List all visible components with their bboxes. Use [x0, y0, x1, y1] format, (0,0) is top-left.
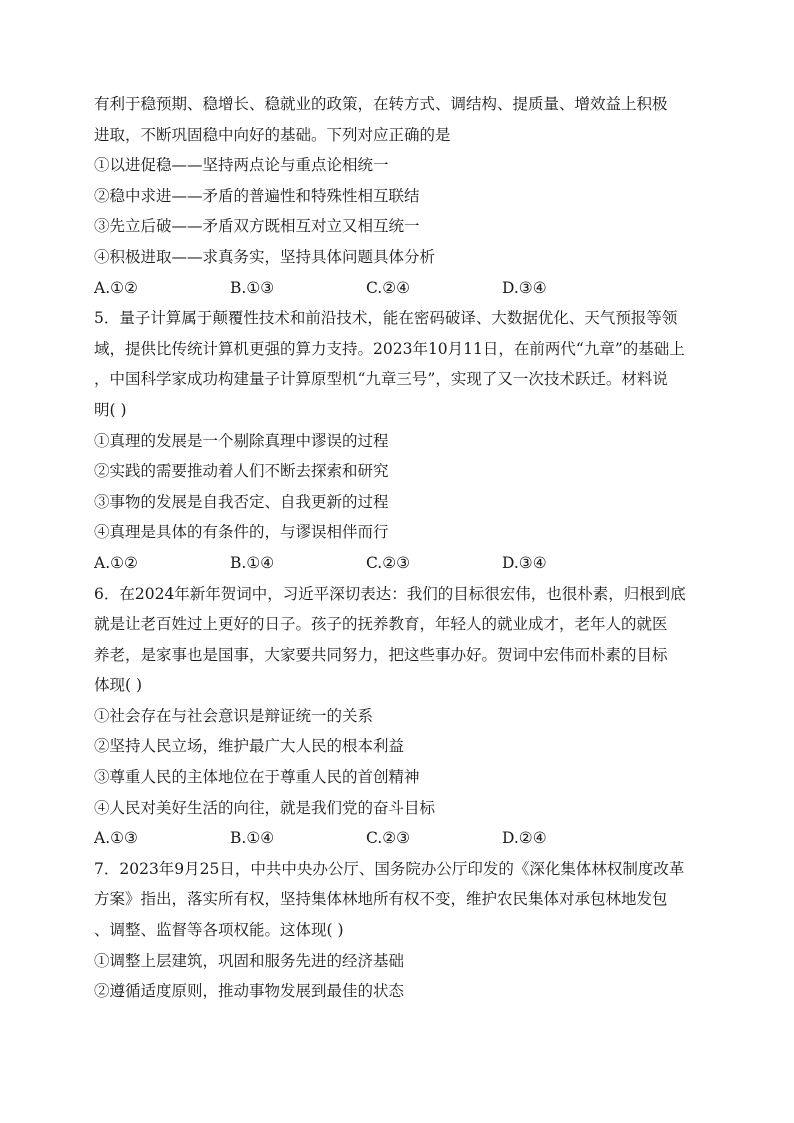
question-stem-line: 就是让老百姓过上更好的日子。孩子的抚养教育，年轻人的就业成才，老年人的就医	[94, 615, 668, 634]
question-7	[94, 854, 706, 1007]
statement-2: ②遵循适度原则，推动事物发展到最佳的状态	[94, 982, 405, 1001]
option-a[interactable]: A.①②	[94, 553, 138, 572]
option-b[interactable]: B.①④	[230, 829, 275, 848]
question-4-continuation	[94, 89, 706, 303]
question-stem-line: 体现( )	[94, 676, 143, 695]
option-d[interactable]: D.③④	[502, 278, 547, 297]
question-stem-line: 有利于稳预期、稳增长、稳就业的政策，在转方式、调结构、提质量、增效益上积极	[94, 95, 668, 113]
question-stem-line: 养老，是家事也是国事，大家要共同努力，把这些事办好。贺词中宏伟而朴素的目标	[94, 645, 668, 664]
question-content	[94, 89, 706, 1007]
statement-1: ①调整上层建筑，巩固和服务先进的经济基础	[94, 951, 405, 970]
statement-1: ①真理的发展是一个剔除真理中谬误的过程	[94, 431, 389, 450]
question-5	[94, 303, 706, 578]
question-stem-line: 域，提供比传统计算机更强的算力支持。2023年10月11日，在前两代“九章”的基础上	[94, 339, 685, 358]
statement-1: ①社会存在与社会意识是辩证统一的关系	[94, 706, 374, 725]
question-stem-line: 进取，不断巩固稳中向好的基础。下列对应正确的是	[94, 125, 451, 144]
statement-4: ④积极进取——求真务实，坚持具体问题具体分析	[94, 247, 436, 266]
statement-4: ④人民对美好生活的向往，就是我们党的奋斗目标	[94, 798, 436, 817]
statement-2: ②稳中求进——矛盾的普遍性和特殊性相互联结	[94, 186, 420, 205]
question-6	[94, 579, 706, 854]
option-a[interactable]: A.①③	[94, 829, 138, 848]
answer-options	[94, 273, 706, 304]
option-b[interactable]: B.①③	[230, 278, 275, 297]
statement-3: ③事物的发展是自我否定、自我更新的过程	[94, 492, 389, 511]
option-c[interactable]: C.②③	[366, 829, 411, 848]
answer-options	[94, 823, 706, 854]
option-b[interactable]: B.①④	[230, 553, 275, 572]
statement-1: ①以进促稳——坚持两点论与重点论相统一	[94, 156, 389, 175]
option-c[interactable]: C.②④	[366, 278, 411, 297]
option-d[interactable]: D.③④	[502, 553, 547, 572]
question-stem-line: 明( )	[94, 400, 127, 419]
statement-3: ③尊重人民的主体地位在于尊重人民的首创精神	[94, 768, 420, 787]
option-d[interactable]: D.②④	[502, 829, 547, 848]
question-stem-line: 6．在2024年新年贺词中，习近平深切表达：我们的目标很宏伟，也很朴素，归根到底	[94, 584, 686, 603]
statement-2: ②实践的需要推动着人们不断去探索和研究	[94, 462, 389, 481]
option-a[interactable]: A.①②	[94, 278, 138, 297]
statement-2: ②坚持人民立场，维护最广大人民的根本利益	[94, 737, 405, 756]
question-stem-line: 5．量子计算属于颠覆性技术和前沿技术，能在密码破译、大数据优化、天气预报等领	[94, 309, 678, 328]
statement-4: ④真理是具体的有条件的，与谬误相伴而行	[94, 523, 389, 542]
question-stem-line: ，中国科学家成功构建量子计算原型机“九章三号”，实现了又一次技术跃迁。材料说	[94, 370, 668, 389]
question-stem-line: 、调整、监督等各项权能。这体现( )	[94, 921, 344, 940]
question-stem-line: 7．2023年9月25日，中共中央办公厅、国务院办公厅印发的《深化集体林权制度改革	[94, 859, 685, 878]
answer-options	[94, 548, 706, 579]
statement-3: ③先立后破——矛盾双方既相互对立又相互统一	[94, 217, 420, 236]
question-stem-line: 方案》指出，落实所有权，坚持集体林地所有权不变，维护农民集体对承包林地发包	[94, 890, 668, 909]
option-c[interactable]: C.②③	[366, 553, 411, 572]
